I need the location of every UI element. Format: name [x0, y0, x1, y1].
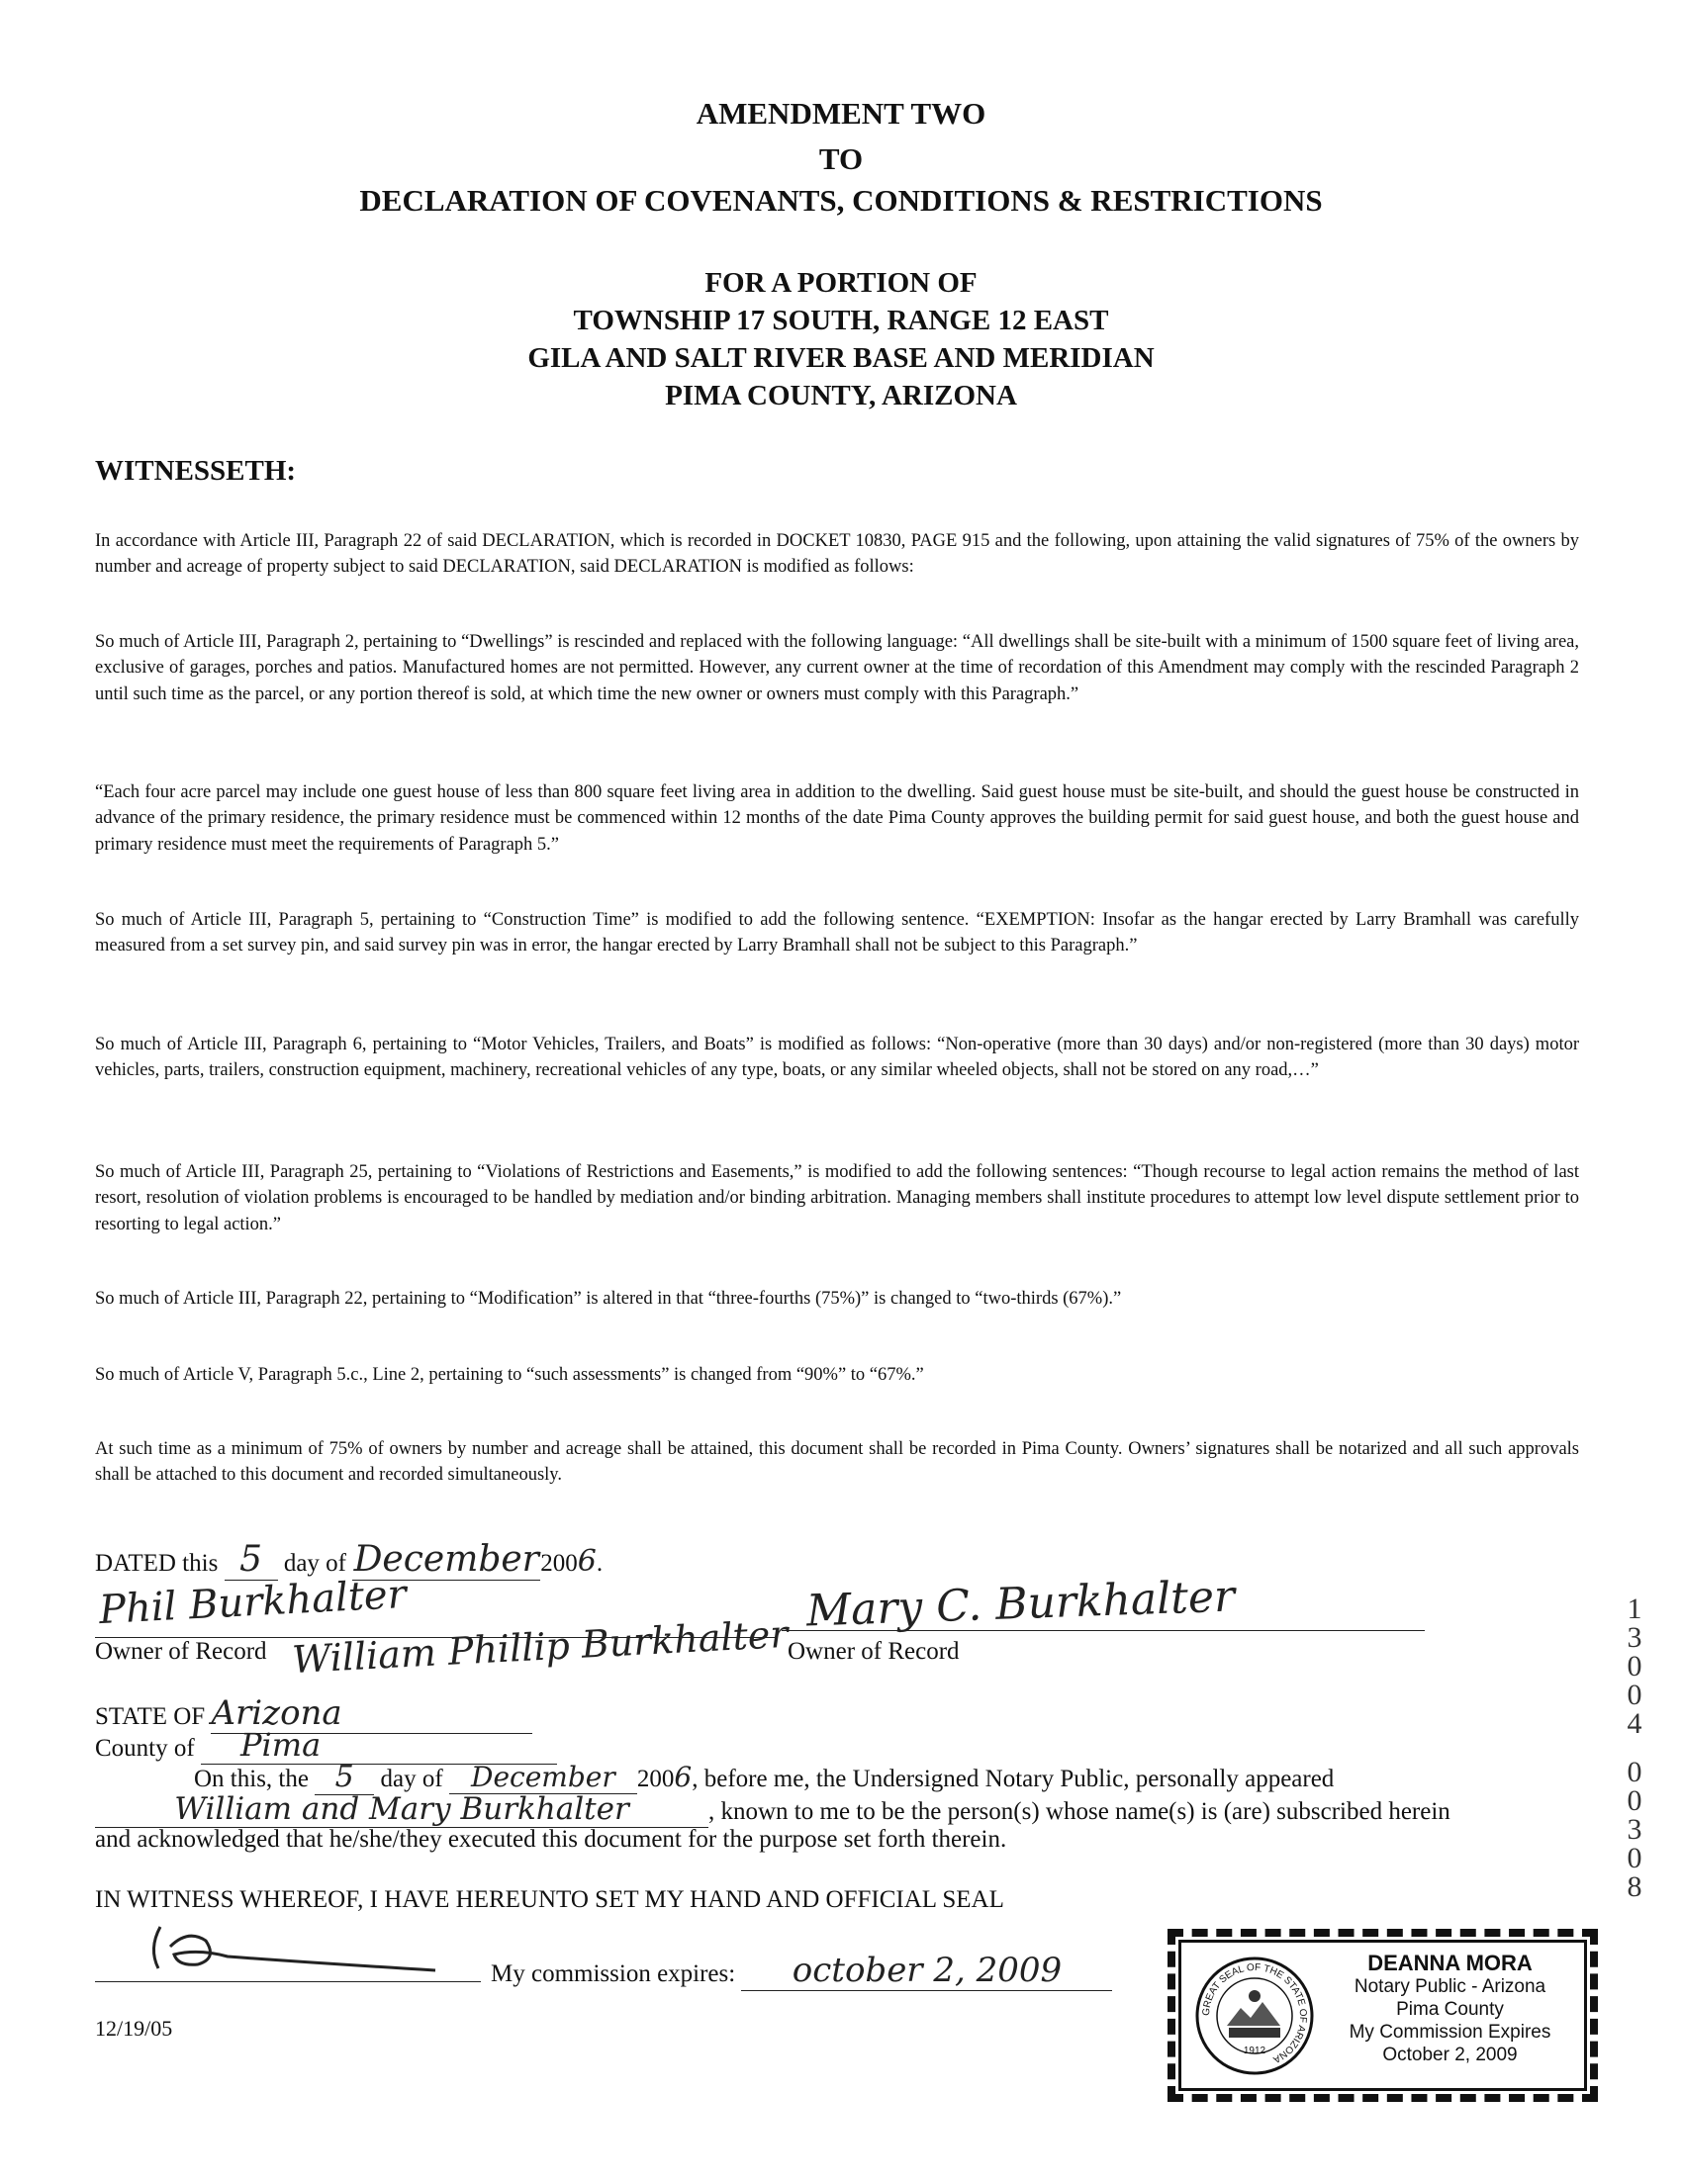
state-value: Arizona — [211, 1693, 532, 1734]
notary-names: William and Mary Burkhalter — [95, 1791, 708, 1828]
paragraph-construction-time: So much of Article III, Paragraph 5, pertaining to “Construction Time” is modified to add the following sentence. “EXEMPTION: Insofar as the hangar erected by Larry Bramhall was carefully measured from a set survey pin, and said survey pin was in error, the hangar erected by Larry Bramhall shall not be subject to this Paragraph.” — [95, 910, 1579, 956]
notary-year-digit: 6 — [674, 1761, 693, 1793]
recording-digit: 0 — [1627, 1679, 1642, 1711]
notary-known: , known to me to be the person(s) whose name(s) is (are) subscribed herein — [708, 1798, 1450, 1825]
commission-value: october 2, 2009 — [741, 1951, 1112, 1991]
owner-signature-left-1: Phil Burkhalter — [98, 1571, 408, 1634]
dated-year-digit: 6 — [577, 1544, 597, 1579]
county-value: Pima — [201, 1726, 557, 1765]
subtitle-line-3: GILA AND SALT RIVER BASE AND MERIDIAN — [527, 342, 1155, 374]
stamp-line-3: My Commission Expires — [1349, 2021, 1551, 2043]
paragraph-dwellings: So much of Article III, Paragraph 2, pertaining to “Dwellings” is rescinded and replaced with the following language: “All dwellings shall be site-built with a minimum of 1500 square feet of living area, exclusive of garages, porches and patios. Manufactured homes are not permitted. However, any current owner at the time of recordation of this Amendment may comply with the rescinded Paragraph 2 until such time as the parcel, or any portion thereof is sold, at which time the new owner or owners must comply with this Paragraph.” — [95, 632, 1579, 704]
recording-digit: 3 — [1627, 1813, 1642, 1846]
title-line-3: DECLARATION OF COVENANTS, CONDITIONS & RESTRICTIONS — [359, 183, 1323, 218]
notary-on-this-line — [194, 1760, 1334, 1795]
notary-signature-line — [95, 1981, 481, 1982]
stamp-line-4: October 2, 2009 — [1382, 2044, 1518, 2065]
recording-number — [1617, 1594, 1652, 1901]
paragraph-motor-vehicles: So much of Article III, Paragraph 6, pertaining to “Motor Vehicles, Trailers, and Boats” is modified as follows: “Non-operative (more than 30 days) and/or non-registered (more than 30 days) motor vehicles, parts, trailers, construction equipment, machinery, recreational vehicles of any type, boats, or any similar wheeled objects, shall not be stored on any road,…” — [95, 1035, 1579, 1081]
witnesseth-heading: WITNESSETH: — [95, 455, 297, 487]
dated-mid: day of — [283, 1550, 346, 1577]
recording-digit: 8 — [1627, 1870, 1642, 1903]
paragraph-assessments: So much of Article V, Paragraph 5.c., Line 2, pertaining to “such assessments” is changed from “90%” to “67%.” — [95, 1365, 924, 1385]
notary-day-of: day of — [380, 1766, 443, 1792]
subtitle-line-2: TOWNSHIP 17 SOUTH, RANGE 12 EAST — [573, 305, 1109, 336]
notary-year-prefix: 200 — [636, 1766, 675, 1792]
owner-label-left: Owner of Record — [95, 1638, 267, 1665]
subtitle-line-4: PIMA COUNTY, ARIZONA — [665, 380, 1017, 411]
recording-digit: 0 — [1627, 1756, 1642, 1788]
commission-label: My commission expires: — [491, 1960, 736, 1987]
notary-appeared: , before me, the Undersigned Notary Public, personally appeared — [692, 1766, 1335, 1792]
stamp-text — [1314, 1951, 1586, 2067]
recording-digit: 0 — [1627, 1842, 1642, 1874]
dated-day: 5 — [225, 1539, 278, 1581]
title-line-2: TO — [818, 141, 864, 176]
recording-digit: 3 — [1627, 1621, 1642, 1654]
notary-names-line — [95, 1791, 1450, 1828]
notary-ack: and acknowledged that he/she/they executed this document for the purpose set forth therein. — [95, 1826, 1007, 1853]
paragraph-guest-house: “Each four acre parcel may include one guest house of less than 800 square feet living area in addition to the dwelling. Said guest house must be site-built, and should the guest house be constructed in advance of the primary residence, the primary residence must be commenced within 12 months of the date Pima County approves the building permit for said guest house, and both the guest house and primary residence must meet the requirements of Paragraph 5.” — [95, 782, 1579, 855]
dated-suffix: . — [596, 1550, 604, 1577]
state-seal-icon — [1193, 1955, 1316, 2077]
county-label: County of — [95, 1735, 195, 1762]
stamp-line-1: Notary Public - Arizona — [1354, 1976, 1546, 1998]
dated-prefix: DATED this — [95, 1550, 219, 1577]
stamp-line-2: Pima County — [1396, 1999, 1504, 2021]
subtitle-line-1: FOR A PORTION OF — [704, 267, 978, 299]
dated-month: December — [353, 1539, 539, 1580]
stamp-notary-name: DEANNA MORA — [1367, 1951, 1533, 1975]
title-line-1: AMENDMENT TWO — [696, 96, 986, 131]
footer-date: 12/19/05 — [95, 2016, 173, 2041]
notary-day: 5 — [315, 1760, 374, 1795]
paragraph-modification: So much of Article III, Paragraph 22, pertaining to “Modification” is altered in that “three-fourths (75%)” is changed to “two-thirds (67%).” — [95, 1289, 1122, 1309]
notary-stamp — [1168, 1929, 1598, 2102]
recording-digit — [1617, 1738, 1652, 1758]
paragraph-violations: So much of Article III, Paragraph 25, pertaining to “Violations of Restrictions and Easements,” is modified to add the following sentences: “Though recourse to legal action remains the method of last resort, resolution of violation problems is encouraged to be handled by mediation and/or binding arbitration. Managing members shall institute procedures to attempt low level dispute settlement prior to resorting to legal action.” — [95, 1162, 1579, 1234]
owner-label-right: Owner of Record — [788, 1638, 960, 1665]
paragraph-recording: At such time as a minimum of 75% of owners by number and acreage shall be attained, this document shall be recorded in Pima County. Owners’ signatures shall be notarized and all such approvals shall be attached to this document and recorded simultaneously. — [95, 1439, 1579, 1486]
paragraph-intro: In accordance with Article III, Paragraph 22 of said DECLARATION, which is recorded in DOCKET 10830, PAGE 915 and the following, upon attaining the valid signatures of 75% of the owners by number and acreage of property subject to said DECLARATION, said DECLARATION is modified as follows: — [95, 531, 1579, 578]
notary-on-this: On this, the — [194, 1766, 309, 1792]
recording-digit: 0 — [1627, 1784, 1642, 1817]
witness-whereof: IN WITNESS WHEREOF, I HAVE HEREUNTO SET MY HAND AND OFFICIAL SEAL — [95, 1886, 1004, 1913]
state-label: STATE OF — [95, 1703, 206, 1730]
owner-signature-left-2: William Phillip Burkhalter — [291, 1611, 790, 1683]
dated-year-prefix: 200 — [540, 1550, 578, 1577]
commission-line — [491, 1951, 1112, 1991]
svg-text:1912: 1912 — [1243, 2046, 1266, 2056]
owner-signature-right: Mary C. Burkhalter — [805, 1571, 1236, 1637]
svg-text:GREAT SEAL OF THE STATE OF ARI: GREAT SEAL OF THE STATE OF ARIZONA — [1200, 1961, 1309, 2065]
notary-month: December — [449, 1761, 637, 1794]
recording-digit: 4 — [1627, 1707, 1642, 1740]
recording-digit: 1 — [1627, 1592, 1642, 1625]
notary-signature — [109, 1919, 485, 1978]
recording-digit: 0 — [1627, 1650, 1642, 1683]
owner-line-right — [782, 1630, 1425, 1631]
